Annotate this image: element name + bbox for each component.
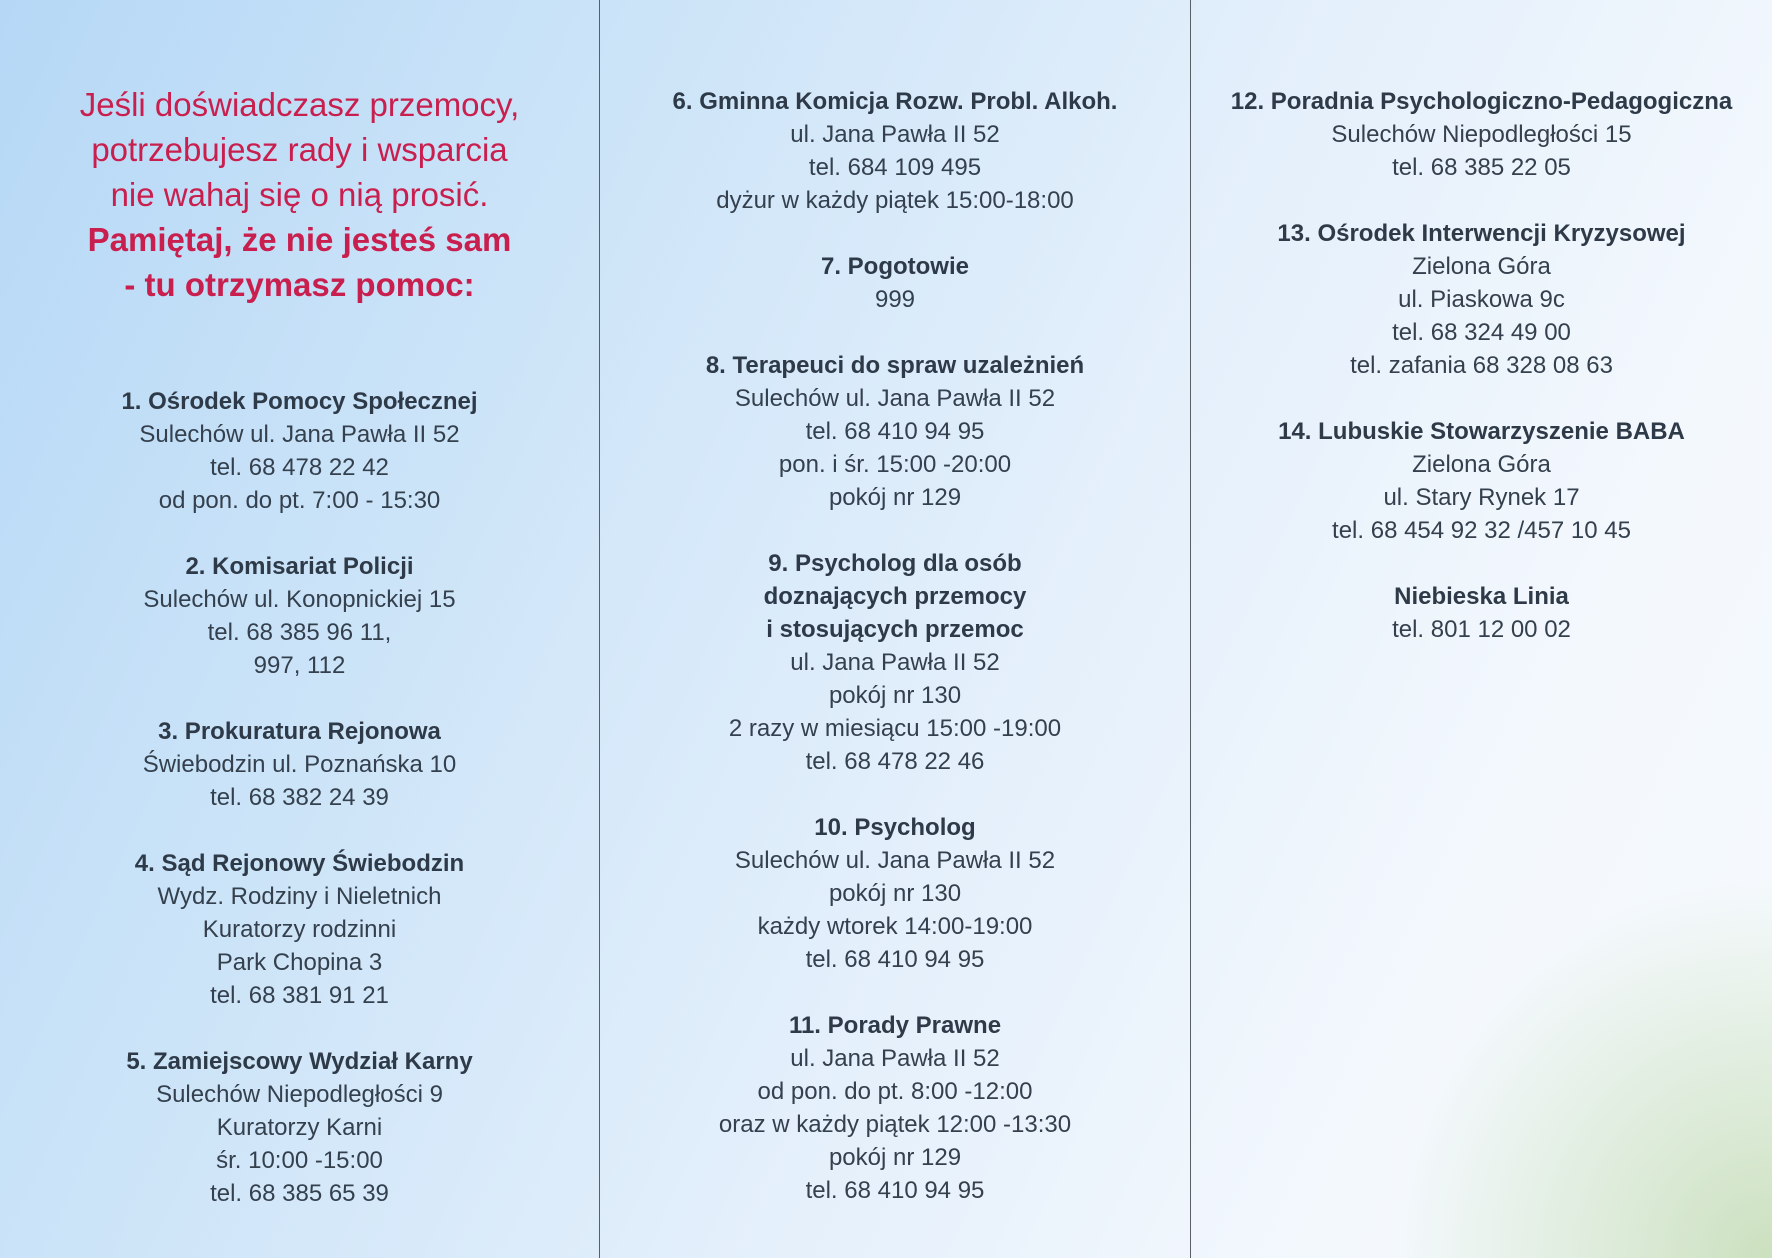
contact-entry-detail: pon. i śr. 15:00 -20:00	[778, 451, 1012, 478]
contact-entry-detail: dyżur w każdy piątek 15:00-18:00	[716, 187, 1074, 214]
contact-entry-detail: ul. Jana Pawła II 52	[790, 1045, 1000, 1072]
contact-entry-title: 10. Psycholog	[814, 814, 976, 841]
contact-entry-detail: tel. 801 12 00 02	[1392, 616, 1571, 643]
contact-entry-detail: Sulechów ul. Jana Pawła II 52	[734, 385, 1056, 412]
contact-entry-detail: ul. Jana Pawła II 52	[790, 121, 1000, 148]
contact-entry-detail: tel. 68 410 94 95	[805, 1177, 985, 1204]
contact-entry-detail: tel. 684 109 495	[808, 154, 982, 181]
contact-entry-title: 1. Ośrodek Pomocy Społecznej	[121, 388, 478, 415]
contact-entry	[600, 250, 1190, 316]
contact-entry-detail: 999	[874, 286, 916, 313]
intro-message	[0, 82, 599, 307]
contact-list	[1191, 85, 1772, 646]
intro-bold-line: - tu otrzymasz pomoc:	[124, 266, 475, 303]
contact-entry	[600, 85, 1190, 217]
contact-entry-title: doznających przemocy	[763, 583, 1027, 610]
contact-entry-detail: Świebodzin ul. Poznańska 10	[142, 751, 457, 778]
contact-entry-detail: tel. 68 324 49 00	[1392, 319, 1571, 346]
contact-entry-detail: ul. Stary Rynek 17	[1383, 484, 1580, 511]
contact-list	[600, 85, 1190, 1207]
contact-entry-detail: tel. 68 410 94 95	[805, 946, 985, 973]
contact-entry-detail: Sulechów ul. Konopnickiej 15	[143, 586, 456, 613]
contact-entry-detail: Kuratorzy rodzinni	[202, 916, 397, 943]
contact-entry-title: 12. Poradnia Psychologiczno-Pedagogiczna	[1230, 88, 1733, 115]
contact-entry	[0, 847, 599, 1012]
contact-entry-detail: Park Chopina 3	[216, 949, 383, 976]
contact-entry-detail: pokój nr 130	[828, 682, 962, 709]
contact-entry-detail: tel. zafania 68 328 08 63	[1350, 352, 1613, 379]
contact-entry-detail: pokój nr 130	[828, 880, 962, 907]
panel-right	[1191, 0, 1772, 1258]
contact-entry-detail: Kuratorzy Karni	[216, 1114, 383, 1141]
contact-entry-detail: od pon. do pt. 7:00 - 15:30	[158, 487, 441, 514]
contact-entry	[1191, 415, 1772, 547]
contact-entry	[600, 1009, 1190, 1207]
contact-entry-detail: tel. 68 478 22 42	[210, 454, 389, 481]
contact-entry	[1191, 580, 1772, 646]
contact-entry-title: 7. Pogotowie	[820, 253, 969, 280]
contact-entry-detail: Zielona Góra	[1412, 253, 1551, 280]
contact-entry-detail: tel. 68 382 24 39	[210, 784, 389, 811]
contact-entry	[600, 547, 1190, 778]
intro-line: potrzebujesz rady i wsparcia	[91, 131, 508, 168]
contact-entry-detail: oraz w każdy piątek 12:00 -13:30	[718, 1111, 1072, 1138]
contact-entry-detail: Wydz. Rodziny i Nieletnich	[157, 883, 442, 910]
contact-entry-title: 8. Terapeuci do spraw uzależnień	[705, 352, 1085, 379]
contact-entry-detail: Sulechów Niepodległości 15	[1331, 121, 1632, 148]
contact-entry-title: 4. Sąd Rejonowy Świebodzin	[134, 850, 465, 877]
contact-entry-detail: Sulechów ul. Jana Pawła II 52	[734, 847, 1056, 874]
panel-left	[0, 0, 599, 1258]
contact-entry-detail: tel. 68 478 22 46	[805, 748, 985, 775]
contact-entry-title: 9. Psycholog dla osób	[768, 550, 1022, 577]
intro-line: Jeśli doświadczasz przemocy,	[79, 86, 520, 123]
contact-entry-title: 13. Ośrodek Interwencji Kryzysowej	[1277, 220, 1686, 247]
contact-entry-detail: tel. 68 385 65 39	[210, 1180, 389, 1207]
contact-entry-detail: każdy wtorek 14:00-19:00	[757, 913, 1033, 940]
contact-entry-title: 3. Prokuratura Rejonowa	[158, 718, 441, 745]
contact-entry-detail: tel. 68 410 94 95	[805, 418, 985, 445]
contact-entry-title: 5. Zamiejscowy Wydział Karny	[126, 1048, 473, 1075]
contact-list	[0, 385, 599, 1210]
contact-entry	[0, 1045, 599, 1210]
contact-entry-title: Niebieska Linia	[1394, 583, 1569, 610]
contact-entry-detail: śr. 10:00 -15:00	[216, 1147, 383, 1174]
contact-entry-detail: od pon. do pt. 8:00 -12:00	[757, 1078, 1033, 1105]
contact-entry	[0, 550, 599, 682]
contact-entry-title: 14. Lubuskie Stowarzyszenie BABA	[1278, 418, 1685, 445]
contact-entry-detail: tel. 68 385 96 11,	[207, 619, 392, 646]
contact-entry-title: 2. Komisariat Policji	[185, 553, 414, 580]
contact-entry	[1191, 85, 1772, 184]
contact-entry-detail: Zielona Góra	[1412, 451, 1551, 478]
contact-entry	[0, 715, 599, 814]
contact-entry	[1191, 217, 1772, 382]
intro-bold-line: Pamiętaj, że nie jesteś sam	[87, 221, 512, 258]
intro-line: nie wahaj się o nią prosić.	[110, 176, 489, 213]
contact-entry-detail: Sulechów Niepodległości 9	[156, 1081, 443, 1108]
panel-middle	[600, 0, 1190, 1258]
contact-entry	[600, 811, 1190, 976]
contact-entry	[600, 349, 1190, 514]
contact-entry-detail: tel. 68 385 22 05	[1392, 154, 1571, 181]
contact-entry-detail: tel. 68 381 91 21	[210, 982, 389, 1009]
contact-entry-detail: ul. Piaskowa 9c	[1398, 286, 1565, 313]
contact-entry-detail: ul. Jana Pawła II 52	[790, 649, 1000, 676]
contact-entry-title: i stosujących przemoc	[766, 616, 1024, 643]
contact-entry-detail: pokój nr 129	[828, 1144, 962, 1171]
contact-entry-title: 11. Porady Prawne	[788, 1012, 1002, 1039]
contact-entry-detail: Sulechów ul. Jana Pawła II 52	[139, 421, 460, 448]
contact-entry-detail: pokój nr 129	[828, 484, 962, 511]
contact-entry-detail: tel. 68 454 92 32 /457 10 45	[1332, 517, 1631, 544]
contact-entry	[0, 385, 599, 517]
contact-entry-detail: 997, 112	[253, 652, 346, 679]
contact-entry-title: 6. Gminna Komicja Rozw. Probl. Alkoh.	[672, 88, 1118, 115]
contact-entry-detail: 2 razy w miesiącu 15:00 -19:00	[728, 715, 1062, 742]
